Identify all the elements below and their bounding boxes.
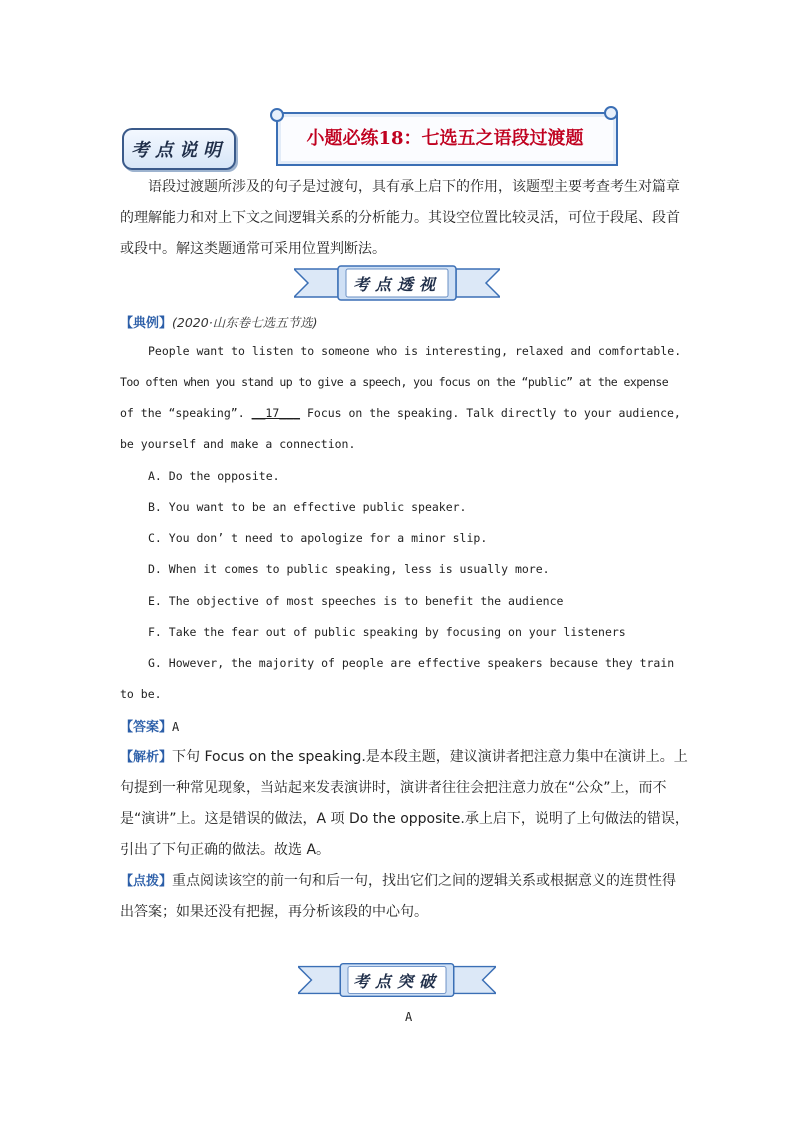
passage-line-3 — [120, 406, 681, 420]
analysis-tag: 【解析】 — [120, 750, 173, 765]
option-f: F. Take the fear out of public speaking by focusing on your listeners — [148, 625, 626, 639]
page-title: 小题必练18：七选五之语段过渡题 — [306, 128, 584, 149]
option-a: A. Do the opposite. — [148, 469, 280, 483]
answer-tag: 【答案】 — [120, 720, 173, 735]
passage-line-1: People want to listen to someone who is interesting, relaxed and comfortable. — [148, 344, 682, 358]
ribbon-label-kaodian-toushi: 考点透视 — [352, 275, 441, 294]
passage-line-4: be yourself and make a connection. — [120, 437, 356, 451]
section-badge-kaodian-shuoming: 考点说明 — [122, 128, 236, 170]
tip-line-1 — [120, 866, 676, 897]
analysis-text-1: 下句 Focus on the speaking.是本段主题，建议演讲者把注意力集中在演讲上。上 — [172, 749, 688, 765]
passage-line-3-start: of the “speaking”. — [120, 406, 245, 420]
passage-line-3-end: Focus on the speaking. Talk directly to your audience, — [306, 406, 681, 420]
answer-row — [120, 716, 179, 738]
analysis-line-4: 引出了下句正确的做法。故选 A。 — [120, 842, 331, 858]
footer-letter: A — [405, 1010, 413, 1024]
example-header — [120, 312, 318, 331]
tip-line-2: 出答案；如果还没有把握，再分析该段的中心句。 — [120, 904, 428, 920]
ribbon-label-kaodian-tupo: 考点突破 — [352, 972, 441, 991]
option-g-line-2: to be. — [120, 687, 162, 701]
tip-tag: 【点拨】 — [120, 874, 173, 889]
tip-text-1: 重点阅读该空的前一句和后一句，找出它们之间的逻辑关系或根据意义的连贯性得 — [172, 873, 677, 889]
example-source: (2020·山东卷七选五节选) — [172, 315, 318, 330]
option-d: D. When it comes to public speaking, less is usually more. — [148, 562, 550, 576]
analysis-line-1 — [120, 742, 688, 773]
intro-line-1: 语段过渡题所涉及的句子是过渡句，具有承上启下的作用，该题型主要考查考生对篇章 — [148, 179, 680, 195]
option-b: B. You want to be an effective public speaker. — [148, 500, 467, 514]
option-e: E. The objective of most speeches is to benefit the audience — [148, 594, 564, 608]
passage-line-2: Too often when you stand up to give a speech, you focus on the “public” at the expense — [120, 375, 669, 389]
answer-value: A — [172, 720, 180, 734]
option-g-line-1: G. However, the majority of people are effective speakers because they train — [148, 656, 675, 670]
example-tag: 【典例】 — [120, 316, 173, 331]
intro-line-3: 或段中。解这类题通常可采用位置判断法。 — [120, 241, 386, 257]
scroll-curl-right-icon — [604, 106, 618, 120]
option-c: C. You don’ t need to apologize for a minor slip. — [148, 531, 488, 545]
scroll-curl-left-icon — [270, 108, 284, 122]
analysis-line-2: 句提到一种常见现象，当站起来发表演讲时，演讲者往往会把注意力放在“公众”上，而不 — [120, 780, 667, 796]
blank-17: __17___ — [251, 406, 301, 420]
analysis-line-3: 是“演讲”上。这是错误的做法，A 项 Do the opposite.承上启下，说明了上句做法的错误， — [120, 811, 689, 827]
intro-line-2: 的理解能力和对上下文之间逻辑关系的分析能力。其设空位置比较灵活，可位于段尾、段首 — [120, 210, 680, 226]
